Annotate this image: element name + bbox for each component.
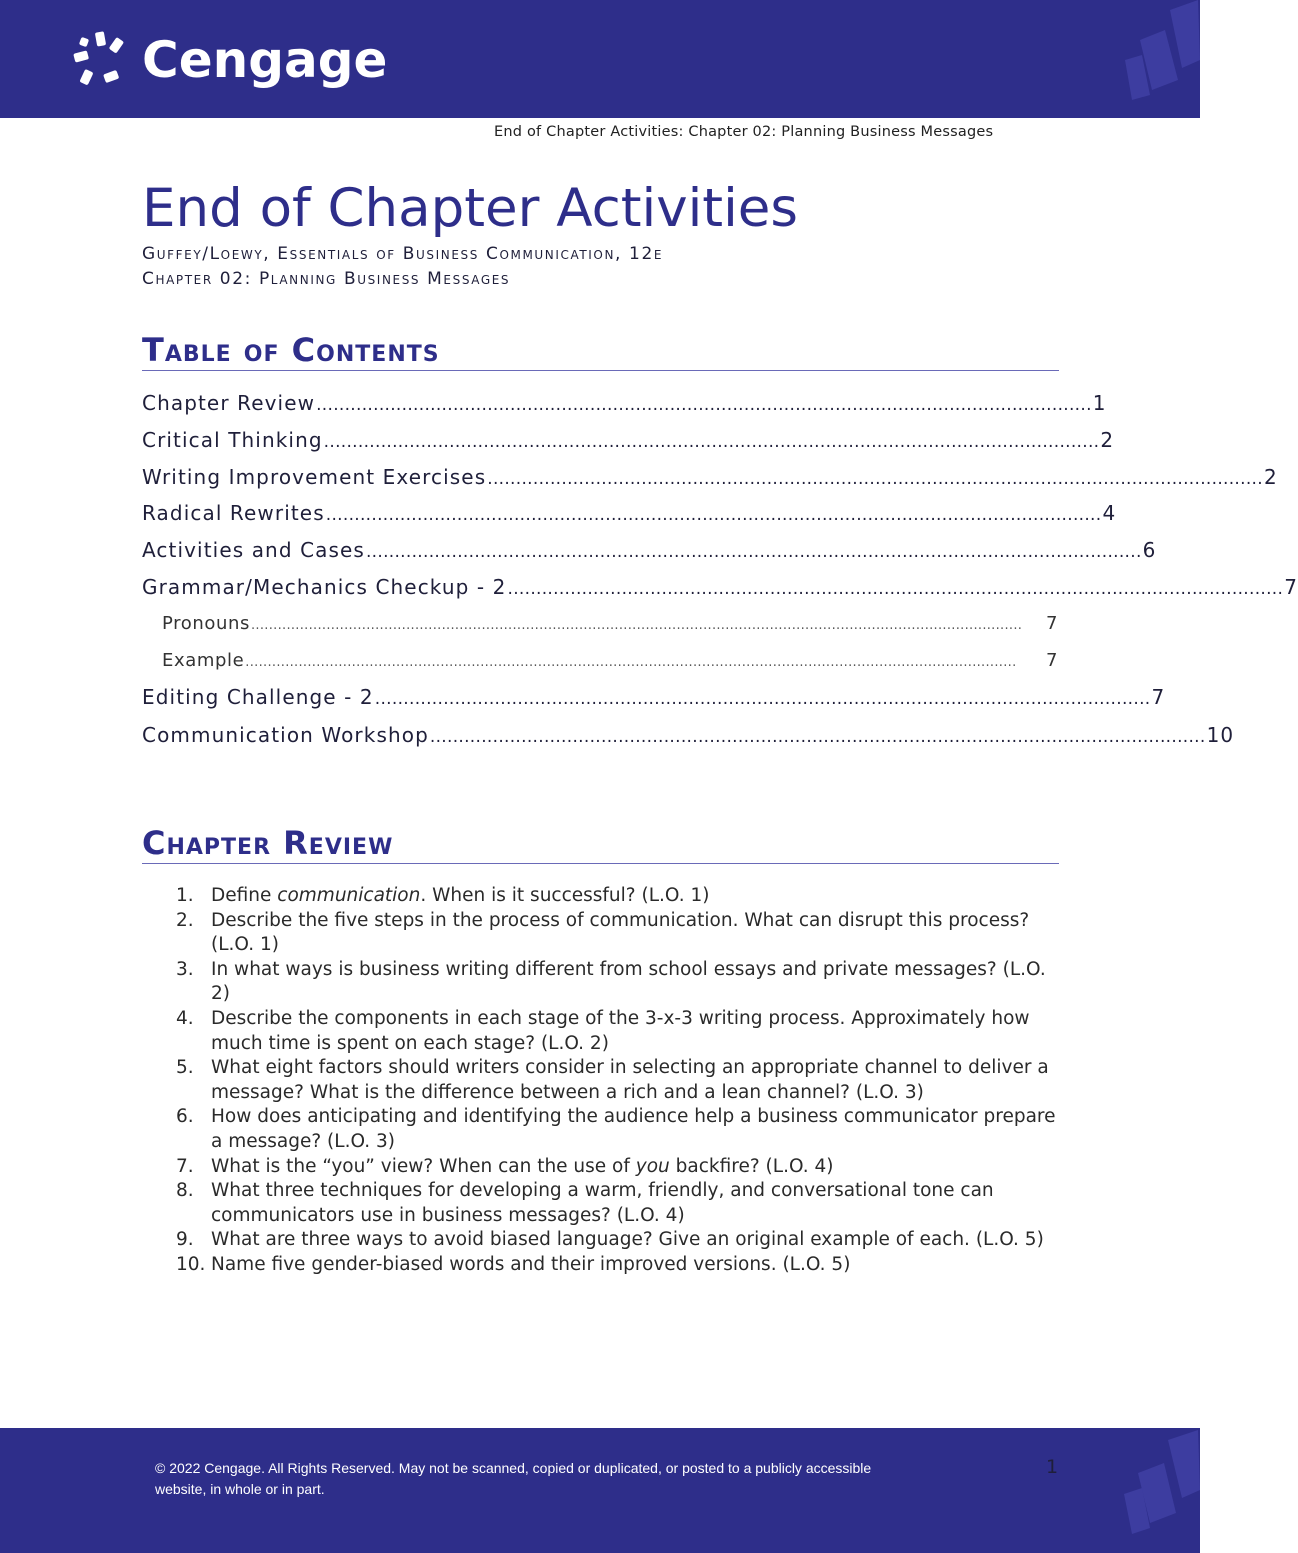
toc-entry-label: Communication Workshop xyxy=(142,723,429,747)
toc-leader: ........................................................................................................................................ xyxy=(323,432,1100,452)
list-item: 2. Describe the five steps in the process of communication. What can disrupt this process? (L.O. 1) xyxy=(176,909,1030,956)
toc-entry-label: Pronouns xyxy=(162,613,250,634)
list-item: 5. What eight factors should writers consider in selecting an appropriate channel to deliver a message? What is the difference between a rich and a lean channel? (L.O. 3) xyxy=(176,1057,1049,1103)
toc-entry-grammar-checkup[interactable] xyxy=(142,575,1298,601)
toc-entry-label: Critical Thinking xyxy=(142,428,323,452)
running-header: End of Chapter Activities: Chapter 02: Planning Business Messages xyxy=(494,124,994,140)
toc-entry-page: 7 xyxy=(1284,575,1298,599)
toc-entry-label: Editing Challenge - 2 xyxy=(142,685,374,709)
chapter-review-list xyxy=(176,884,1056,1278)
toc-entry-label: Writing Improvement Exercises xyxy=(142,465,487,489)
list-item: 10. Name five gender-biased words and their improved versions. (L.O. 5) xyxy=(176,1253,851,1275)
toc-entry-page: 10 xyxy=(1206,723,1235,747)
toc-entry-page: 7 xyxy=(1151,685,1166,709)
toc-leader: ........................................................................................................................................ xyxy=(316,395,1092,415)
toc-leader: ........................................................................................................................................ xyxy=(487,469,1263,489)
toc-entry-writing-improvement[interactable] xyxy=(142,465,1278,491)
toc-entry-label: Example xyxy=(162,650,245,671)
toc-entry-example[interactable] xyxy=(162,649,1058,675)
list-item: 9. What are three ways to avoid biased language? Give an original example of each. (L.O. 5) xyxy=(176,1229,1044,1251)
toc-entry-page: 1 xyxy=(1092,391,1107,415)
toc-entry-page: 6 xyxy=(1142,538,1157,562)
page-number: 1 xyxy=(1046,1456,1059,1478)
header-band xyxy=(0,0,1200,118)
footer-decoration xyxy=(1120,1428,1200,1553)
toc-entry-label: Chapter Review xyxy=(142,391,316,415)
toc-heading: Table of Contents xyxy=(142,330,1059,371)
book-subtitle: Guffey/Loewy, Essentials of Business Communication, 12e xyxy=(142,244,664,264)
toc-leader: ........................................................................................................................................ xyxy=(374,689,1151,709)
document-title: End of Chapter Activities xyxy=(142,178,799,239)
toc-leader: .............................................................................................................................................................................. xyxy=(245,655,1017,670)
toc-entry-page: 7 xyxy=(1045,650,1058,671)
toc-entry-pronouns[interactable] xyxy=(162,612,1058,638)
toc-entry-label: Activities and Cases xyxy=(142,538,365,562)
list-item: 1. Define communication. When is it successful? (L.O. 1) xyxy=(176,885,710,906)
toc-entry-radical-rewrites[interactable] xyxy=(142,501,1117,527)
toc-entry-label: Radical Rewrites xyxy=(142,501,325,525)
toc-entry-page: 7 xyxy=(1045,613,1058,634)
toc-leader: ........................................................................................................................................ xyxy=(325,505,1102,525)
cengage-mark-icon xyxy=(72,30,134,90)
toc-entry-activities-cases[interactable] xyxy=(142,538,1157,564)
cengage-logo xyxy=(72,30,387,90)
toc-entry-communication-workshop[interactable] xyxy=(142,723,1235,749)
copyright-notice: © 2022 Cengage. All Rights Reserved. May not be scanned, copied or duplicated, or posted to a publicly accessible website, in whole or in part. xyxy=(155,1460,872,1497)
toc-entry-page: 2 xyxy=(1100,428,1115,452)
toc-entry-page: 2 xyxy=(1263,465,1278,489)
chapter-subtitle: Chapter 02: Planning Business Messages xyxy=(142,269,511,289)
list-item: 7. What is the “you” view? When can the use of you backfire? (L.O. 4) xyxy=(176,1155,834,1177)
toc-entry-critical-thinking[interactable] xyxy=(142,428,1115,454)
chapter-review-heading: Chapter Review xyxy=(142,823,1059,864)
toc-leader: ........................................................................................................................................ xyxy=(365,542,1142,562)
corner-decoration xyxy=(1120,0,1200,118)
toc-entry-editing-challenge[interactable] xyxy=(142,685,1166,711)
toc-entry-label: Grammar/Mechanics Checkup - 2 xyxy=(142,575,507,599)
toc-leader: .............................................................................................................................................................................. xyxy=(250,618,1023,633)
list-item: 4. Describe the components in each stage of the 3-x-3 writing process. Approximately how much time is spent on each stage? (L.O. 2) xyxy=(176,1007,1030,1054)
toc-leader: ........................................................................................................................................ xyxy=(429,727,1206,747)
logo-wordmark: Cengage xyxy=(142,31,388,89)
toc-entry-page: 4 xyxy=(1102,501,1117,525)
toc-leader: ........................................................................................................................................ xyxy=(507,579,1284,599)
toc-entry-chapter-review[interactable] xyxy=(142,391,1107,417)
list-item: 8. What three techniques for developing a warm, friendly, and conversational tone can communicators use in business messages? (L.O. 4) xyxy=(176,1180,994,1226)
list-item: 3. In what ways is business writing different from school essays and private messages? (L.O. 2) xyxy=(176,958,1046,1005)
list-item: 6. How does anticipating and identifying the audience help a business communicator prepare a message? (L.O. 3) xyxy=(176,1106,1056,1152)
